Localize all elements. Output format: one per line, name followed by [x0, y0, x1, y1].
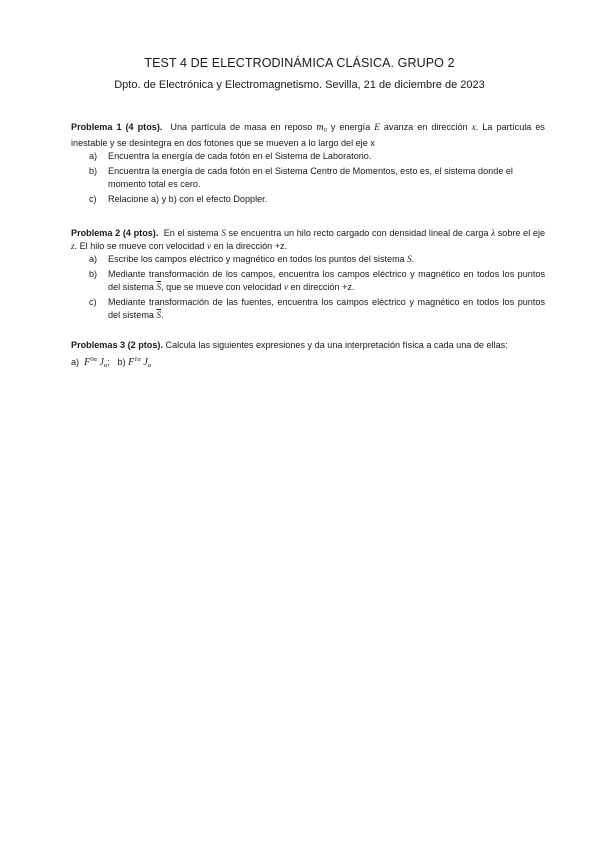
page-title: TEST 4 DE ELECTRODINÁMICA CLÁSICA. GRUPO 2 [144, 56, 455, 70]
problem-2-text: . El hilo se mueve con velocidad [74, 241, 205, 251]
problem-1-statement [71, 121, 545, 150]
expr-a: $F^{0\alpha}$ $J_\alpha$ [84, 356, 108, 369]
problem-2-text: sobre el eje [497, 228, 546, 238]
mass-symbol: $m_0$ [316, 122, 327, 134]
direction-symbol: x [471, 122, 476, 132]
list-item: b) Mediante transformación de los campos, encuentra los campos eléctrico y magnético en todos los puntos del sistema $\overline{S}$, que se mueve con velocidad v en dirección +z. [89, 269, 545, 292]
energy-symbol: E [374, 122, 380, 132]
problem-2-text: en la dirección +z. [213, 241, 288, 251]
problem-3 [71, 339, 545, 372]
problem-2-items [71, 253, 545, 322]
problem-2-statement [71, 227, 545, 253]
problem-1-heading: Problema 1 (4 ptos). [71, 122, 163, 132]
problem-1-text: . La partícula es inestable y se desintegra en dos fotones que se mueven a lo largo del eje x [71, 122, 545, 148]
expr-b-label: b) [117, 357, 126, 367]
problem-1-text: Una partícula de masa en reposo [170, 122, 313, 132]
expr-a-label: a) [71, 357, 80, 367]
frame-symbol: S [221, 228, 226, 238]
problem-1-text: y energía [330, 122, 371, 132]
lambda-symbol: λ [491, 228, 496, 238]
velocity-symbol: v [207, 241, 212, 251]
list-item: b) Encuentra la energía de cada fotón en el Sistema Centro de Momentos, esto es, el sistema donde el momento total es cero. [89, 166, 513, 189]
problem-1-text: avanza en dirección [383, 122, 468, 132]
problem-2-text: En el sistema [163, 228, 219, 238]
problem-2-text: se encuentra un hilo recto cargado con densidad lineal de carga [228, 228, 489, 238]
problem-3-expressions: a) $F^{0\alpha}$ $J_\alpha$; b) $F^{1\alpha}$ $J_\alpha$ [71, 356, 152, 369]
list-item: a) Escribe los campos eléctrico y magnético en todos los puntos del sistema S. [89, 254, 415, 264]
problem-2-heading: Problema 2 (4 ptos). [71, 228, 159, 238]
page-subtitle: Dpto. de Electrónica y Electromagnetismo. Sevilla, 21 de diciembre de 2023 [114, 79, 485, 91]
problem-3-text: Calcula las siguientes expresiones y da una interpretación física a cada una de ellas: [165, 340, 508, 350]
problem-1 [71, 121, 545, 208]
list-item: a) Encuentra la energía de cada fotón en el Sistema de Laboratorio. [89, 151, 372, 161]
problem-3-statement [71, 339, 545, 352]
list-item: c) Mediante transformación de las fuentes, encuentra los campos eléctrico y magnético en todos los puntos del sistema $\overline{S}$. [89, 297, 545, 320]
problem-1-items [71, 150, 545, 206]
expr-b: $F^{1\alpha}$ $J_\alpha$ [128, 356, 152, 369]
list-item: c) Relacione a) y b) con el efecto Doppler. [89, 194, 268, 204]
axis-symbol: z [71, 241, 75, 251]
problem-3-heading: Problemas 3 (2 ptos). [71, 340, 163, 350]
problem-2 [71, 227, 545, 324]
